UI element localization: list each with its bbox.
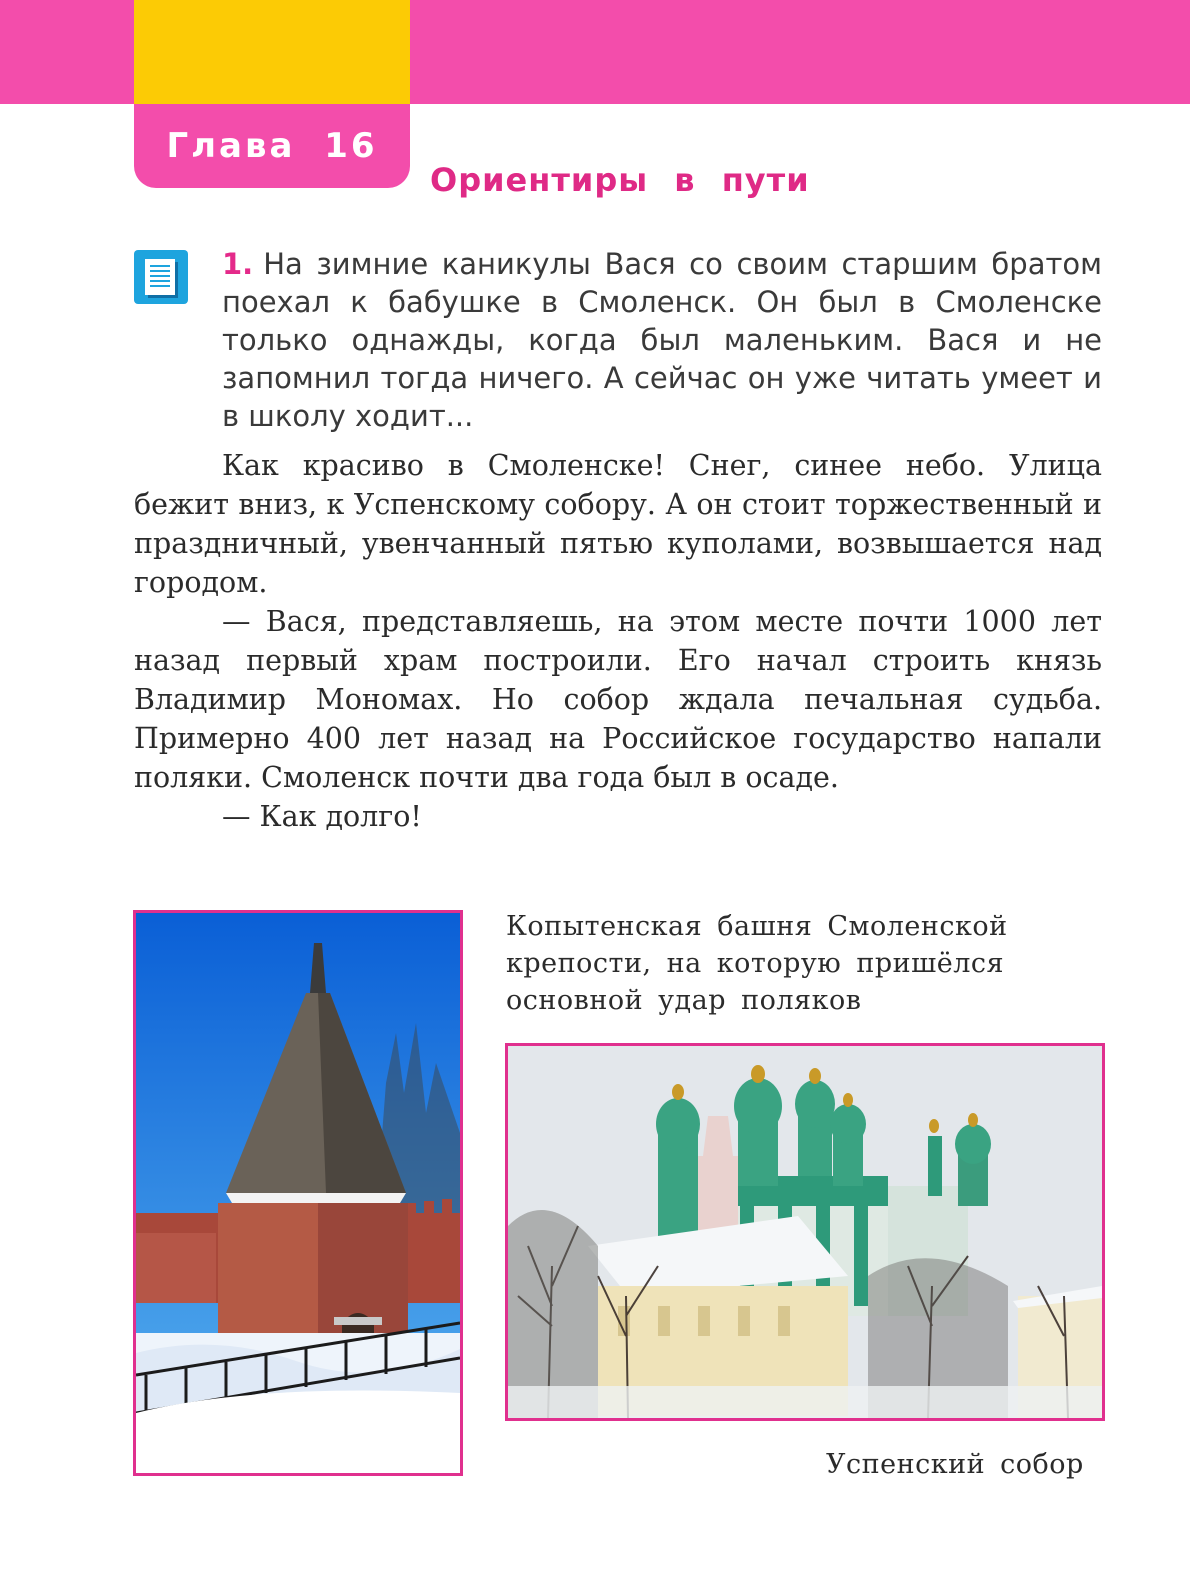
story-paragraph: — Как долго! (222, 800, 422, 833)
story-paragraph: — Вася, представляешь, на этом месте почти 1000 лет назад первый храм построили. Его начал строить князь Владимир Мономах. Но собор ждала печальная судьба. Примерно 400 лет назад на Российское государство напали поляки. Смоленск почти два года был в осаде. (134, 605, 1102, 794)
task-number: 1. (222, 247, 254, 281)
task-body: На зимние каникулы Вася со своим старшим братом поехал к бабушке в Смоленск. Он был в Смоленске только однажды, когда был маленьким. Вася и не запомнил тогда ничего. А сейчас он уже читать умеет и в школу ходит... (222, 247, 1102, 433)
cathedral-caption: Успенский собор (826, 1449, 1084, 1480)
task-text (222, 245, 1102, 435)
chapter-label: Глава 16 (134, 104, 410, 188)
header-yellow-block (134, 0, 410, 104)
story-text (134, 446, 1102, 836)
tower-photo (133, 910, 463, 1476)
story-paragraph: Как красиво в Смоленске! Снег, синее небо. Улица бежит вниз, к Успенскому собору. А он стоит торжественный и праздничный, увенчанный пятью куполами, возвышается над городом. (134, 449, 1102, 599)
chapter-title: Ориентиры в пути (430, 161, 810, 199)
cathedral-photo (505, 1043, 1105, 1421)
tower-caption: Копытенская башня Смоленской крепости, на которую пришёлся основной удар поляков (506, 911, 1008, 1016)
document-icon (134, 250, 188, 304)
